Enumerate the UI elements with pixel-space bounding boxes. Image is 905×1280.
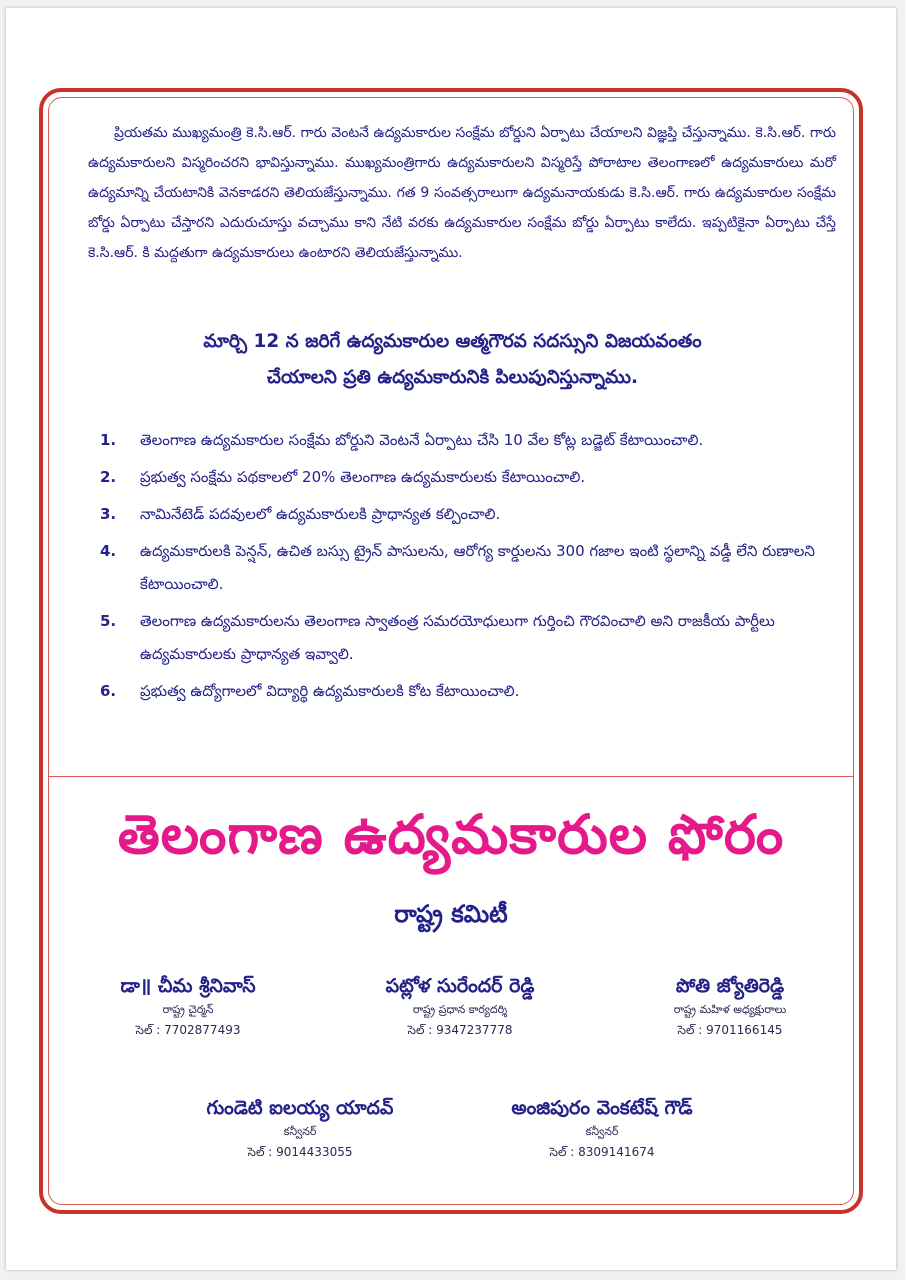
intro-paragraph: ప్రియతమ ముఖ్యమంత్రి కె.సి.ఆర్. గారు వెంటనే ఉద్యమకారుల సంక్షేమ బోర్డుని ఏర్పాటు చేయాలని విజ్ఞప్తి చేస్తున్నాము. కె.సి.ఆర్. గారు ఉద్యమకారులని విస్మరించరని భావిస్తున్నాము. ముఖ్యమంత్రిగారు ఉద్యమకారులని విస్మరిస్తే పోరాటాల తెలంగాణలో ఉద్యమకారులు మరో ఉద్యమాన్ని చేయటానికి వెనకాడరని తెలియజేస్తున్నాము. గత 9 సంవత్సరాలుగా ఉద్యమనాయకుడు కె.సి.ఆర్. గారు ఉద్యమకారుల సంక్షేమ బోర్డు ఏర్పాటు చేస్తారని ఎదురుచూస్తు వచ్చాము కాని నేటి వరకు ఉద్యమకారుల సంక్షేమ బోర్డు ఏర్పాటు కాలేదు. ఇప్పటికైనా ఏర్పాటు చేస్తే కె.సి.ఆర్. కి మద్దతుగా ఉద్యమకారులు ఉంటారని తెలియజేస్తున్నాము. [88, 125, 836, 261]
member-card [165, 1094, 435, 1162]
member-role: రాష్ట్ర చైర్మన్ [162, 1003, 214, 1016]
member-name: పోతి జ్యోతిరెడ్డి [675, 975, 785, 997]
demand-item [100, 675, 840, 708]
demands-list [100, 424, 840, 712]
demand-number: 4. [100, 542, 117, 560]
member-phone: సెల్ : 9347237778 [407, 1023, 513, 1037]
demand-text: తెలంగాణ ఉద్యమకారుల సంక్షేమ బోర్డుని వెంటనే ఏర్పాటు చేసి 10 వేల కోట్ల బడ్జెట్ కేటాయించాలి. [140, 431, 704, 449]
member-card [340, 972, 580, 1040]
member-card [462, 1094, 742, 1162]
demand-number: 3. [100, 505, 117, 523]
demand-number: 2. [100, 468, 117, 486]
member-phone: సెల్ : 8309141674 [549, 1145, 655, 1159]
call-line-2: చేయాలని ప్రతి ఉద్యమకారునికి పిలుపునిస్తున్నాము. [266, 367, 639, 388]
member-name: డా॥ చీమ శ్రీనివాస్ [120, 975, 256, 997]
section-divider [49, 776, 853, 777]
member-card [620, 972, 840, 1040]
call-line-1: మార్చి 12 న జరిగే ఉద్యమకారుల ఆత్మగౌరవ సదస్సుని విజయవంతం [203, 331, 702, 352]
demand-text: ప్రభుత్వ ఉద్యోగాలలో విద్యార్థి ఉద్యమకారులకి కోట కేటాయించాలి. [140, 682, 520, 700]
demand-text: నామినేటెడ్ పదవులలో ఉద్యమకారులకి ప్రాధాన్యత కల్పించాలి. [140, 505, 501, 523]
demand-item [100, 424, 840, 457]
member-card [78, 972, 298, 1040]
member-name: అంజిపురం వెంకటేష్ గౌడ్ [511, 1097, 693, 1119]
demand-item [100, 498, 840, 531]
demand-number: 6. [100, 682, 117, 700]
call-to-action [100, 324, 805, 396]
member-role: రాష్ట్ర ప్రధాన కార్యదర్శి [412, 1003, 508, 1016]
member-name: పట్లోళ సురేందర్ రెడ్డి [385, 975, 535, 997]
committee-title: రాష్ట్ర కమిటీ [394, 900, 508, 928]
demand-item [100, 461, 840, 494]
member-role: కన్వీనర్ [283, 1125, 317, 1138]
demand-number: 5. [100, 612, 117, 630]
demand-number: 1. [100, 431, 117, 449]
demand-item [100, 605, 840, 671]
member-phone: సెల్ : 9014433055 [247, 1145, 353, 1159]
forum-title: తెలంగాణ ఉద్యమకారుల ఫోరం [117, 803, 785, 866]
demand-text: తెలంగాణ ఉద్యమకారులను తెలంగాణ స్వాతంత్ర సమరయోధులుగా గుర్తించి గౌరవించాలి అని రాజకీయ పార్టీలు ఉద్యమకారులకు ప్రాధాన్యత ఇవ్వాలి. [140, 612, 775, 663]
member-role: రాష్ట్ర మహిళ అధ్యక్షురాలు [673, 1003, 787, 1016]
member-phone: సెల్ : 9701166145 [677, 1023, 783, 1037]
member-role: కన్వీనర్ [585, 1125, 619, 1138]
member-phone: సెల్ : 7702877493 [135, 1023, 241, 1037]
demand-text: ఉద్యమకారులకి పెన్షన్, ఉచిత బస్సు ట్రైన్ పాసులను, ఆరోగ్య కార్డులను 300 గజాల ఇంటి స్థలాన్ని వడ్డీ లేని రుణాలని కేటాయించాలి. [140, 542, 815, 593]
demand-item [100, 535, 840, 601]
member-name: గుండెటి ఐలయ్య యాదవ్ [206, 1097, 394, 1119]
demand-text: ప్రభుత్వ సంక్షేమ పథకాలలో 20% తెలంగాణ ఉద్యమకారులకు కేటాయించాలి. [140, 468, 586, 486]
